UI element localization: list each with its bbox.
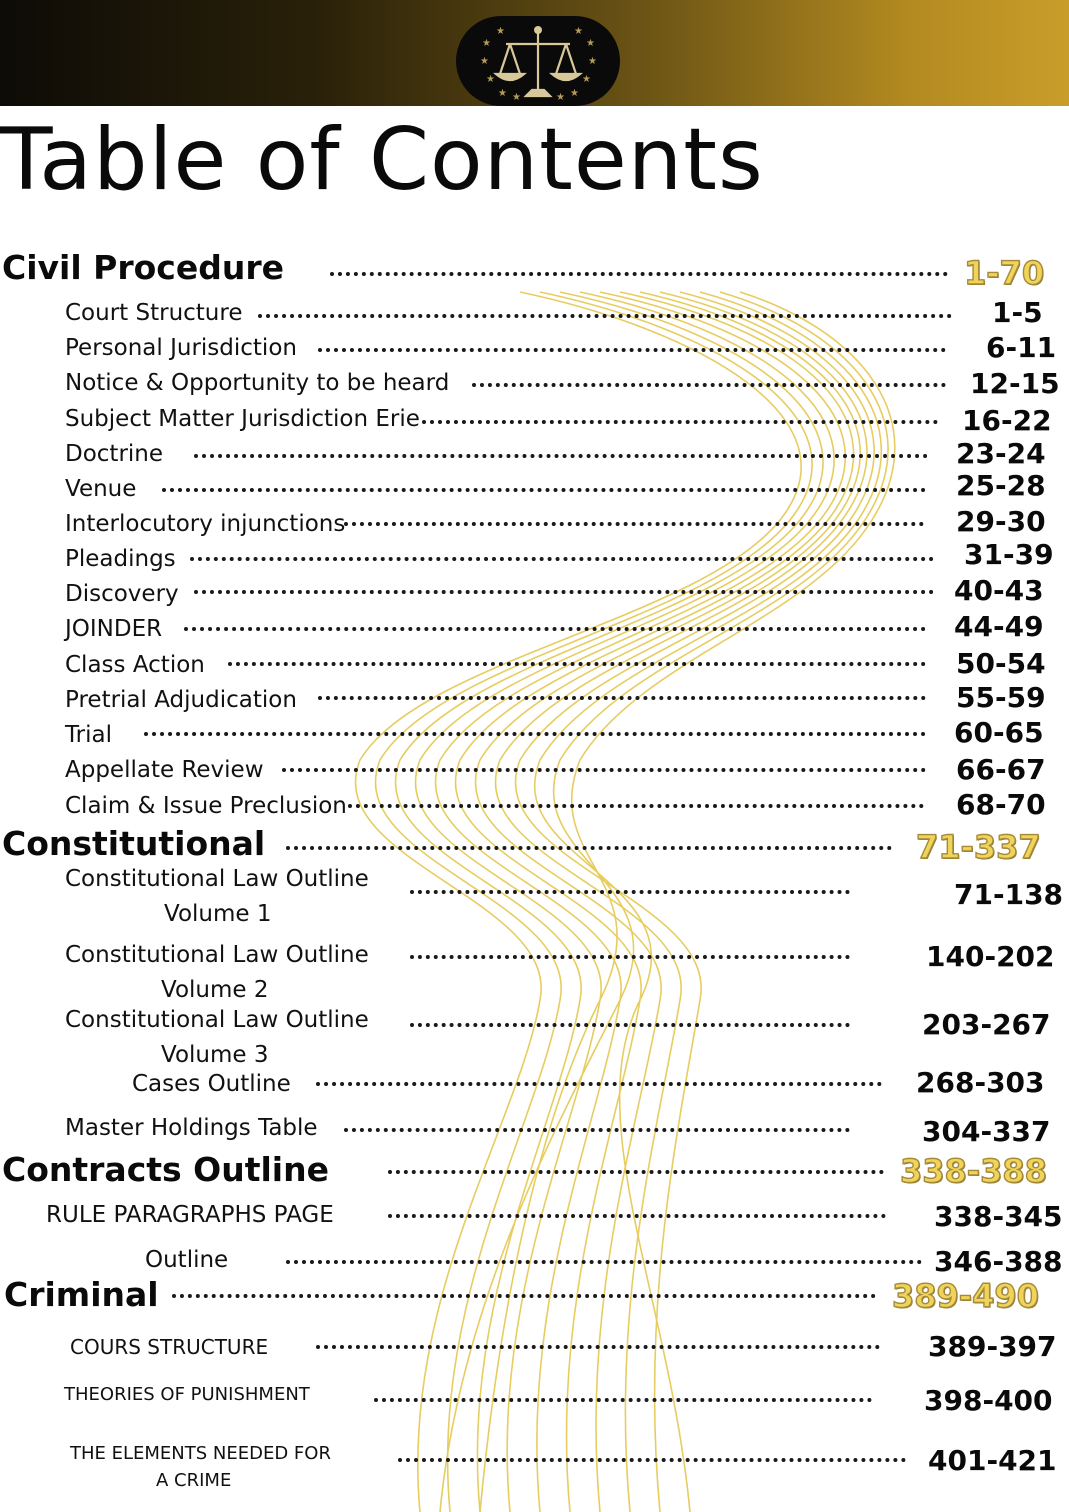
toc-item-label: Notice & Opportunity to be heard — [65, 370, 450, 396]
toc-item-label: RULE PARAGRAPHS PAGE — [46, 1202, 334, 1228]
dot-leader — [348, 804, 924, 808]
toc-item-label: Constitutional Law Outline — [65, 1007, 369, 1033]
dot-leader — [228, 662, 926, 666]
dot-leader — [410, 1023, 850, 1027]
dot-leader — [374, 1398, 872, 1402]
dot-leader — [286, 1260, 922, 1264]
page-title: Table of Contents — [0, 110, 764, 210]
toc-item-label: Personal Jurisdiction — [65, 335, 297, 361]
toc-item-label: Cases Outline — [132, 1071, 291, 1097]
scales-of-justice-icon — [456, 16, 620, 106]
toc-item-label: Master Holdings Table — [65, 1115, 318, 1141]
toc-item-label: Outline — [145, 1247, 229, 1273]
toc-item-pages: 71-138 — [954, 878, 1064, 911]
toc-item-pages: 66-67 — [956, 753, 1046, 786]
section-title: Criminal — [4, 1275, 159, 1314]
dot-leader — [388, 1170, 884, 1174]
toc-item-label: Appellate Review — [65, 757, 264, 783]
dot-leader — [388, 1214, 886, 1218]
svg-text:★: ★ — [496, 26, 505, 37]
dot-leader — [194, 590, 934, 594]
toc-item-pages: 140-202 — [926, 940, 1055, 973]
dot-leader — [344, 522, 924, 526]
svg-text:★: ★ — [586, 38, 595, 49]
toc-item-pages: 389-397 — [928, 1330, 1057, 1363]
dot-leader — [422, 420, 938, 424]
svg-text:★: ★ — [486, 74, 495, 85]
dot-leader — [410, 890, 850, 894]
toc-item-label: Pleadings — [65, 546, 176, 572]
toc-item-pages: 25-28 — [956, 469, 1046, 502]
toc-item-pages: 304-337 — [922, 1115, 1051, 1148]
svg-text:★: ★ — [588, 56, 597, 67]
dot-leader — [184, 627, 926, 631]
dot-leader — [190, 557, 934, 561]
toc-item-pages: 338-345 — [934, 1200, 1063, 1233]
toc-item-pages: 1-5 — [992, 296, 1043, 329]
toc-item-pages: 55-59 — [956, 681, 1046, 714]
dot-leader — [410, 955, 850, 959]
section-pages: 338-388 — [900, 1152, 1047, 1190]
toc-item-pages: 16-22 — [962, 404, 1052, 437]
dot-leader — [258, 314, 952, 318]
toc-item-pages: 346-388 — [934, 1245, 1063, 1278]
svg-text:★: ★ — [574, 26, 583, 37]
toc-item-label: THEORIES OF PUNISHMENT — [64, 1384, 310, 1405]
toc-item-label: Court Structure — [65, 300, 243, 326]
toc-item-label: Trial — [65, 722, 112, 748]
toc-item-pages: 31-39 — [964, 538, 1054, 571]
toc-item-pages: 203-267 — [922, 1008, 1051, 1041]
toc-item-label: COURS STRUCTURE — [70, 1335, 269, 1359]
dot-leader — [344, 1128, 850, 1132]
dot-leader — [316, 1345, 880, 1349]
toc-item-label: Pretrial Adjudication — [65, 687, 297, 713]
toc-item-label-line2: Volume 2 — [161, 977, 269, 1003]
svg-text:★: ★ — [556, 92, 565, 103]
svg-text:★: ★ — [480, 56, 489, 67]
dot-leader — [318, 696, 926, 700]
section-title: Civil Procedure — [2, 248, 284, 287]
toc-item-pages: 50-54 — [956, 647, 1046, 680]
dot-leader — [172, 1294, 876, 1298]
section-title: Constitutional — [2, 824, 266, 863]
section-pages: 389-490 — [892, 1277, 1039, 1315]
dot-leader — [162, 488, 926, 492]
toc-item-pages: 268-303 — [916, 1066, 1045, 1099]
svg-text:★: ★ — [498, 88, 507, 99]
toc-item-label: Venue — [65, 476, 137, 502]
toc-item-label: Subject Matter Jurisdiction Erie — [65, 406, 420, 432]
svg-text:★: ★ — [482, 38, 491, 49]
svg-text:★: ★ — [582, 74, 591, 85]
toc-item-label: Constitutional Law Outline — [65, 942, 369, 968]
svg-text:★: ★ — [570, 88, 579, 99]
toc-item-label: Constitutional Law Outline — [65, 866, 369, 892]
logo — [456, 16, 620, 106]
dot-leader — [398, 1458, 906, 1462]
section-pages: 1-70 — [964, 254, 1045, 292]
dot-leader — [330, 272, 948, 276]
dot-leader — [194, 454, 928, 458]
dot-leader — [286, 846, 892, 850]
toc-item-pages: 401-421 — [928, 1444, 1057, 1477]
toc-item-label: Claim & Issue Preclusion — [65, 793, 347, 819]
toc-item-pages: 6-11 — [986, 331, 1057, 364]
dot-leader — [318, 348, 946, 352]
toc-item-label: THE ELEMENTS NEEDED FOR — [70, 1443, 331, 1464]
toc-item-pages: 398-400 — [924, 1384, 1053, 1417]
toc-item-label: Doctrine — [65, 441, 164, 467]
toc-item-pages: 29-30 — [956, 505, 1046, 538]
toc-item-pages: 23-24 — [956, 437, 1046, 470]
toc-item-pages: 44-49 — [954, 610, 1044, 643]
toc-item-label-line2: Volume 1 — [164, 901, 272, 927]
svg-text:★: ★ — [512, 92, 521, 103]
dot-leader — [282, 768, 926, 772]
toc-item-pages: 12-15 — [970, 367, 1060, 400]
section-title: Contracts Outline — [2, 1150, 329, 1189]
toc-item-label: JOINDER — [65, 616, 163, 642]
toc-item-label-line2: Volume 3 — [161, 1042, 269, 1068]
dot-leader — [316, 1082, 882, 1086]
toc-item-label: Interlocutory injunctions — [65, 511, 346, 537]
dot-leader — [472, 383, 946, 387]
toc-item-pages: 60-65 — [954, 716, 1044, 749]
toc-item-label: Discovery — [65, 581, 179, 607]
toc-item-pages: 68-70 — [956, 788, 1046, 821]
section-pages: 71-337 — [916, 828, 1041, 866]
toc-item-label: Class Action — [65, 652, 205, 678]
dot-leader — [144, 732, 926, 736]
toc-item-pages: 40-43 — [954, 574, 1044, 607]
toc-item-label-line2: A CRIME — [156, 1470, 232, 1491]
